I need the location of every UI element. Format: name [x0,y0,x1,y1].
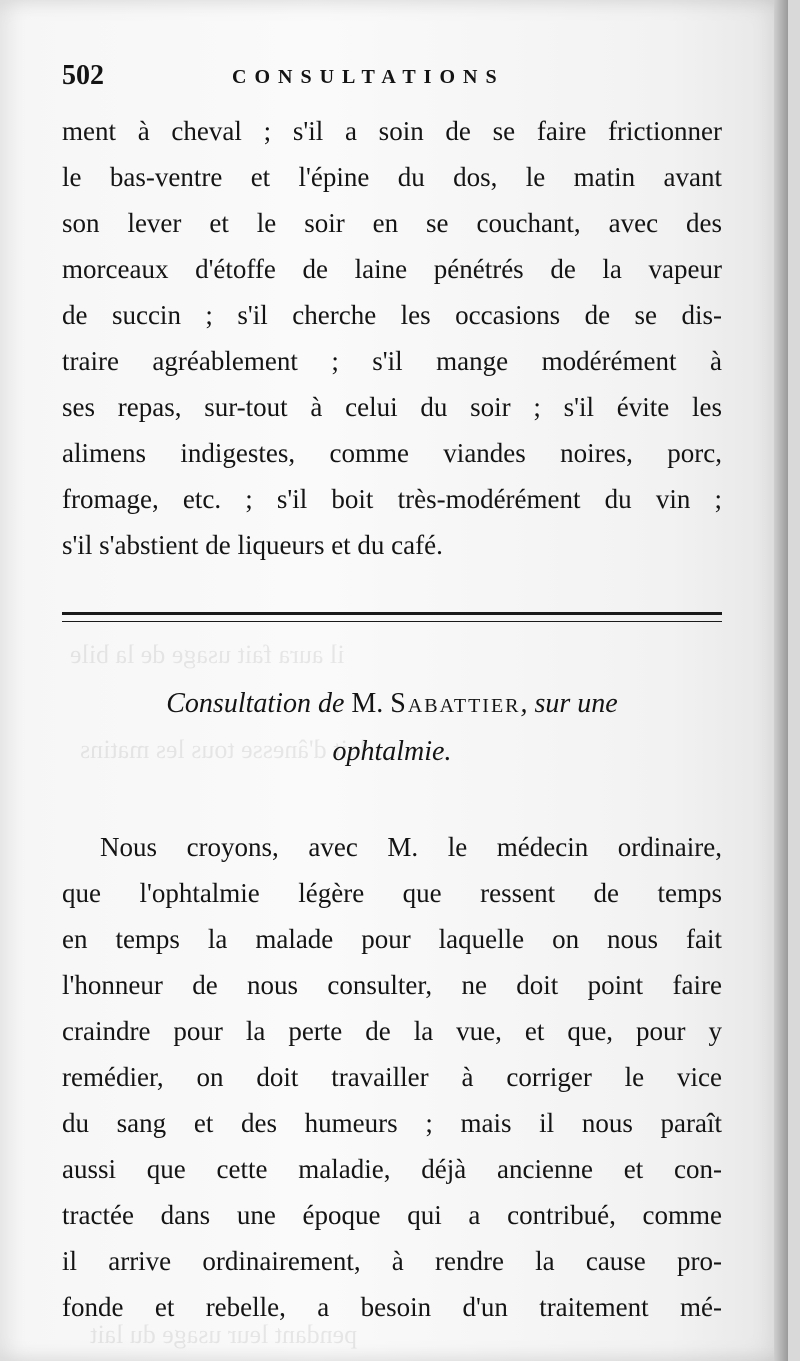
text-line: fonde et rebelle, a besoin d'un traitement mé- [62,1292,722,1322]
running-head: CONSULTATIONS [232,66,505,88]
show-through-text: il aura fait usage de la bile [70,640,345,669]
divider-thick-rule [62,612,722,615]
title-italic-tail: , sur une [520,688,618,719]
page-number: 502 [62,60,104,91]
page-edge-shadow [774,0,788,1361]
text-line: son lever et le soir en se couchant, avec des [62,208,722,238]
show-through-text: lait d'ânesse tous les matins [80,735,367,764]
text-line: l'honneur de nous consulter, ne doit point faire [62,970,722,1000]
section-title [62,680,722,776]
text-line: morceaux d'étoffe de laine pénétrés de la vapeur [62,254,722,284]
title-author-name: Sabattier [390,688,521,719]
text-line: aussi que cette maladie, déjà ancienne et con- [62,1154,722,1184]
text-line: craindre pour la perte de la vue, et que, pour y [62,1016,722,1046]
text-line: ment à cheval ; s'il a soin de se faire frictionner [62,116,722,146]
section-title-line-1 [62,680,722,728]
section-title-line-2: ophtalmie. [332,736,452,767]
text-line: du sang et des humeurs ; mais il nous paraît [62,1108,722,1138]
title-italic-part: Consultation de [166,688,345,719]
text-line: fromage, etc. ; s'il boit très-modérément du vin ; [62,484,722,514]
text-line: traire agréablement ; s'il mange modérément à [62,346,722,376]
text-line-indented: Nous croyons, avec M. le médecin ordinaire, [100,832,722,862]
text-line: le bas-ventre et l'épine du dos, le matin avant [62,162,722,192]
title-honorific: M. [351,688,384,719]
text-line: alimens indigestes, comme viandes noires, porc, [62,438,722,468]
text-line: il arrive ordinairement, à rendre la cause pro- [62,1246,722,1276]
bottom-paragraph [62,824,722,1330]
text-line: en temps la malade pour laquelle on nous fait [62,924,722,954]
section-divider [62,608,722,628]
text-line: remédier, on doit travailler à corriger le vice [62,1062,722,1092]
divider-thin-rule [62,621,722,622]
text-line: tractée dans une époque qui a contribué, comme [62,1200,722,1230]
page-header [62,60,722,100]
text-line: s'il s'abstient de liqueurs et du café. [62,530,443,560]
show-through-text: pendant leur usage du lait [90,1320,358,1349]
top-paragraph [62,108,722,568]
text-line: que l'ophtalmie légère que ressent de temps [62,878,722,908]
text-line: ses repas, sur-tout à celui du soir ; s'il évite les [62,392,722,422]
text-line: de succin ; s'il cherche les occasions de se dis- [62,300,722,330]
